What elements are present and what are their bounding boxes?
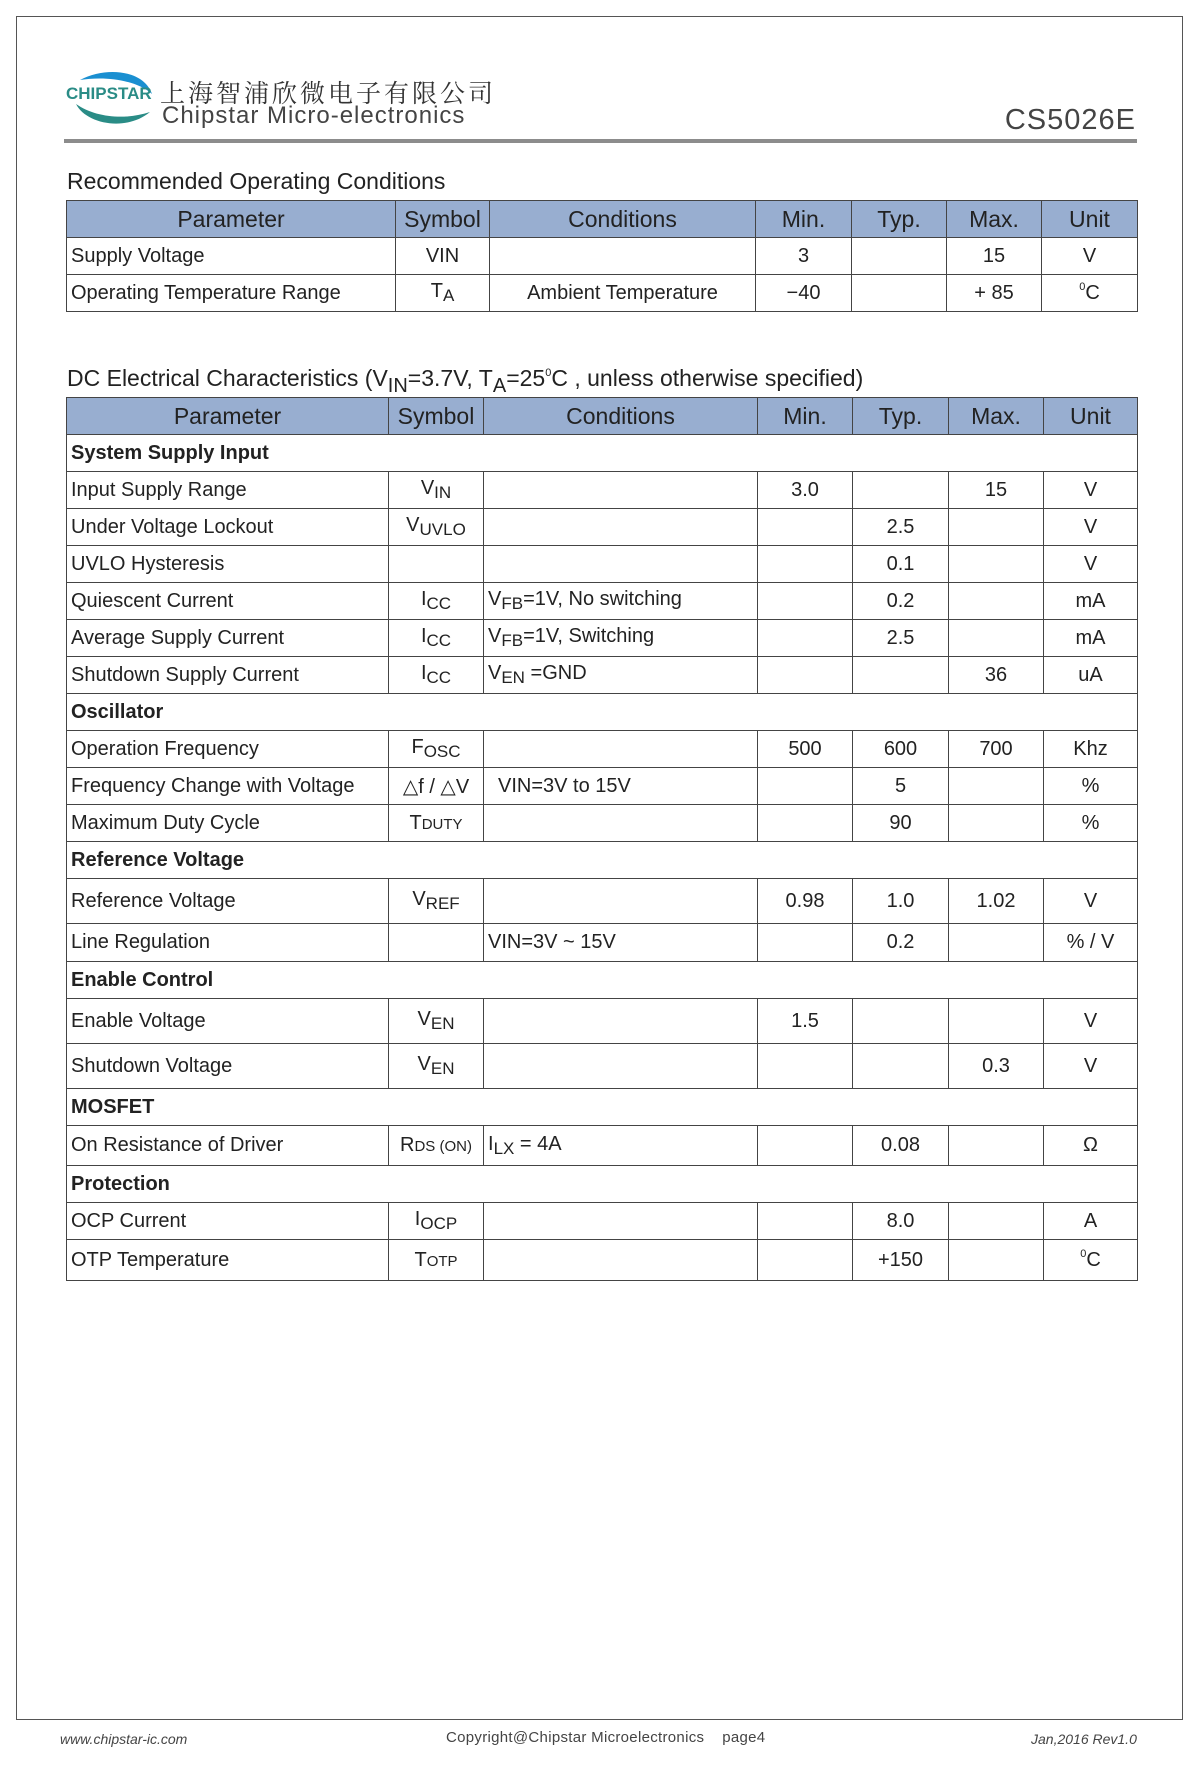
symbol-cell: $V_{EN}$ — [389, 1044, 484, 1089]
typ-cell: 5 — [853, 768, 949, 805]
symbol-cell: TOTP — [389, 1240, 484, 1281]
min-cell — [758, 657, 853, 694]
unit-cell: V — [1044, 879, 1138, 924]
min-cell: −40 — [756, 275, 852, 312]
typ-cell: 2.5 — [853, 620, 949, 657]
parameter-cell: Supply Voltage — [67, 238, 396, 275]
max-cell: 15 — [947, 238, 1042, 275]
table-row — [67, 275, 1138, 312]
min-cell: 0.98 — [758, 879, 853, 924]
symbol-cell: $V_{REF}$ — [389, 879, 484, 924]
parameter-cell: Shutdown Voltage — [67, 1044, 389, 1089]
parameter-cell: Under Voltage Lockout — [67, 509, 389, 546]
unit-cell: V — [1044, 546, 1138, 583]
col-header: Parameter — [67, 398, 389, 435]
typ-cell: 0.2 — [853, 924, 949, 962]
typ-cell: 0.08 — [853, 1126, 949, 1166]
typ-cell — [852, 275, 947, 312]
max-cell — [949, 509, 1044, 546]
unit-cell: uA — [1044, 657, 1138, 694]
min-cell — [758, 805, 853, 842]
conditions-cell: $V_{EN} =GND$ — [484, 657, 758, 694]
typ-cell: 8.0 — [853, 1203, 949, 1240]
unit-cell: mA — [1044, 620, 1138, 657]
typ-cell — [853, 657, 949, 694]
section-row — [67, 435, 1138, 472]
min-cell — [758, 768, 853, 805]
parameter-cell: OCP Current — [67, 1203, 389, 1240]
unit-cell: Ω — [1044, 1126, 1138, 1166]
parameter-cell: Enable Voltage — [67, 999, 389, 1044]
min-cell: 500 — [758, 731, 853, 768]
section-label: MOSFET — [67, 1089, 1138, 1126]
unit-cell: V — [1044, 472, 1138, 509]
max-cell — [949, 1203, 1044, 1240]
max-cell — [949, 924, 1044, 962]
conditions-cell — [484, 472, 758, 509]
col-header: Conditions — [490, 201, 756, 238]
section-row — [67, 842, 1138, 879]
unit-cell: V — [1044, 1044, 1138, 1089]
page-number: page4 — [722, 1729, 766, 1746]
symbol-cell: △f / △V — [389, 768, 484, 805]
parameter-cell: Maximum Duty Cycle — [67, 805, 389, 842]
col-header: Max. — [947, 201, 1042, 238]
conditions-cell — [484, 509, 758, 546]
min-cell: 3.0 — [758, 472, 853, 509]
max-cell: + 85 — [947, 275, 1042, 312]
footer-website: www.chipstar-ic.com — [60, 1731, 188, 1747]
typ-cell: 1.0 — [853, 879, 949, 924]
conditions-cell — [484, 1240, 758, 1281]
max-cell: 1.02 — [949, 879, 1044, 924]
max-cell — [949, 1126, 1044, 1166]
conditions-cell: $V_{FB}=1V$, Switching — [484, 620, 758, 657]
typ-cell: 600 — [853, 731, 949, 768]
footer-copyright: Copyright@Chipstar Microelectronics page4 — [446, 1729, 766, 1746]
parameter-cell: Average Supply Current — [67, 620, 389, 657]
symbol-cell: VIN — [396, 238, 490, 275]
company-name-en: Chipstar Micro-electronics — [162, 102, 466, 129]
symbol-cell: $F_{OSC}$ — [389, 731, 484, 768]
parameter-cell: OTP Temperature — [67, 1240, 389, 1281]
dc-title: DC Electrical Characteristics ($V_{IN}=3.7V$, $T_A=25^0C$ , unless otherwise specified) — [67, 365, 864, 397]
table-row — [67, 1240, 1138, 1281]
typ-cell — [853, 472, 949, 509]
conditions-cell: $I_{LX} = 4A$ — [484, 1126, 758, 1166]
col-header: Unit — [1044, 398, 1138, 435]
min-cell — [758, 509, 853, 546]
section-label: Protection — [67, 1166, 1138, 1203]
parameter-cell: On Resistance of Driver — [67, 1126, 389, 1166]
typ-cell — [853, 1044, 949, 1089]
table-header-row — [67, 201, 1138, 238]
table-row — [67, 583, 1138, 620]
unit-cell: V — [1044, 999, 1138, 1044]
max-cell — [949, 1240, 1044, 1281]
col-header: Max. — [949, 398, 1044, 435]
conditions-cell: $V_{FB}=1V$, No switching — [484, 583, 758, 620]
max-cell: 15 — [949, 472, 1044, 509]
col-header: Unit — [1042, 201, 1138, 238]
recommended-title: Recommended Operating Conditions — [67, 168, 446, 194]
parameter-cell: Frequency Change with Voltage — [67, 768, 389, 805]
symbol-cell: $I_{CC}$ — [389, 620, 484, 657]
table-row — [67, 768, 1138, 805]
table-row — [67, 620, 1138, 657]
symbol-cell — [389, 546, 484, 583]
parameter-cell: Line Regulation — [67, 924, 389, 962]
parameter-cell: Operation Frequency — [67, 731, 389, 768]
max-cell: 36 — [949, 657, 1044, 694]
conditions-cell: VIN=3V to 15V — [484, 768, 758, 805]
col-header: Typ. — [852, 201, 947, 238]
table-row — [67, 879, 1138, 924]
min-cell: 3 — [756, 238, 852, 275]
max-cell — [949, 768, 1044, 805]
symbol-cell: RDS (ON) — [389, 1126, 484, 1166]
conditions-cell — [484, 805, 758, 842]
company-name-cn: 上海智浦欣微电子有限公司 — [160, 79, 497, 108]
unit-cell: $^0$C — [1044, 1240, 1138, 1281]
table-row — [67, 509, 1138, 546]
min-cell — [758, 583, 853, 620]
footer-revision: Jan,2016 Rev1.0 — [1031, 1731, 1137, 1747]
min-cell — [758, 1126, 853, 1166]
table-row — [67, 657, 1138, 694]
typ-cell: 2.5 — [853, 509, 949, 546]
dc-characteristics-table — [66, 397, 1138, 1281]
table-row — [67, 731, 1138, 768]
max-cell: 0.3 — [949, 1044, 1044, 1089]
unit-cell: $^0$C — [1042, 275, 1138, 312]
conditions-cell — [484, 1203, 758, 1240]
min-cell — [758, 546, 853, 583]
table-row — [67, 1203, 1138, 1240]
parameter-cell: Reference Voltage — [67, 879, 389, 924]
unit-cell: V — [1044, 509, 1138, 546]
min-cell — [758, 1203, 853, 1240]
table-row — [67, 1126, 1138, 1166]
symbol-cell: $V_{EN}$ — [389, 999, 484, 1044]
unit-cell: % — [1044, 805, 1138, 842]
max-cell — [949, 620, 1044, 657]
max-cell — [949, 805, 1044, 842]
symbol-cell: $I_{CC}$ — [389, 583, 484, 620]
symbol-cell: TDUTY — [389, 805, 484, 842]
part-number: CS5026E — [1004, 104, 1136, 136]
typ-cell: 0.2 — [853, 583, 949, 620]
conditions-cell — [484, 546, 758, 583]
parameter-cell: UVLO Hysteresis — [67, 546, 389, 583]
conditions-cell: VIN=3V ~ 15V — [484, 924, 758, 962]
max-cell: 700 — [949, 731, 1044, 768]
symbol-cell: $I_{CC}$ — [389, 657, 484, 694]
col-header: Parameter — [67, 201, 396, 238]
table-row — [67, 1044, 1138, 1089]
min-cell — [758, 1240, 853, 1281]
table-row — [67, 999, 1138, 1044]
section-label: Oscillator — [67, 694, 1138, 731]
unit-cell: mA — [1044, 583, 1138, 620]
conditions-cell — [484, 731, 758, 768]
typ-cell: +150 — [853, 1240, 949, 1281]
section-label: Reference Voltage — [67, 842, 1138, 879]
typ-cell — [852, 238, 947, 275]
symbol-cell — [389, 924, 484, 962]
unit-cell: Khz — [1044, 731, 1138, 768]
parameter-cell: Input Supply Range — [67, 472, 389, 509]
min-cell — [758, 1044, 853, 1089]
conditions-cell — [484, 879, 758, 924]
conditions-cell — [484, 999, 758, 1044]
svg-text:CHIPSTAR: CHIPSTAR — [66, 84, 152, 103]
conditions-cell — [490, 238, 756, 275]
section-label: Enable Control — [67, 962, 1138, 999]
table-header-row — [67, 398, 1138, 435]
symbol-cell: $V_{IN}$ — [389, 472, 484, 509]
table-row — [67, 924, 1138, 962]
col-header: Symbol — [396, 201, 490, 238]
section-row — [67, 1166, 1138, 1203]
typ-cell: 90 — [853, 805, 949, 842]
col-header: Symbol — [389, 398, 484, 435]
max-cell — [949, 546, 1044, 583]
table-row — [67, 546, 1138, 583]
min-cell: 1.5 — [758, 999, 853, 1044]
header-divider — [64, 139, 1137, 143]
recommended-table — [66, 200, 1138, 312]
col-header: Typ. — [853, 398, 949, 435]
table-row — [67, 238, 1138, 275]
conditions-cell: Ambient Temperature — [490, 275, 756, 312]
typ-cell: 0.1 — [853, 546, 949, 583]
min-cell — [758, 924, 853, 962]
parameter-cell: Quiescent Current — [67, 583, 389, 620]
section-row — [67, 694, 1138, 731]
symbol-cell: $I_{OCP}$ — [389, 1203, 484, 1240]
symbol-cell: $V_{UVLO}$ — [389, 509, 484, 546]
section-label: System Supply Input — [67, 435, 1138, 472]
max-cell — [949, 583, 1044, 620]
col-header: Conditions — [484, 398, 758, 435]
unit-cell: % — [1044, 768, 1138, 805]
table-row — [67, 805, 1138, 842]
unit-cell: A — [1044, 1203, 1138, 1240]
typ-cell — [853, 999, 949, 1044]
max-cell — [949, 999, 1044, 1044]
section-row — [67, 1089, 1138, 1126]
parameter-cell: Shutdown Supply Current — [67, 657, 389, 694]
col-header: Min. — [758, 398, 853, 435]
table-row — [67, 472, 1138, 509]
min-cell — [758, 620, 853, 657]
symbol-cell: $T_A$ — [396, 275, 490, 312]
col-header: Min. — [756, 201, 852, 238]
chipstar-logo — [66, 68, 156, 130]
conditions-cell — [484, 1044, 758, 1089]
section-row — [67, 962, 1138, 999]
unit-cell: % / V — [1044, 924, 1138, 962]
parameter-cell: Operating Temperature Range — [67, 275, 396, 312]
unit-cell: V — [1042, 238, 1138, 275]
